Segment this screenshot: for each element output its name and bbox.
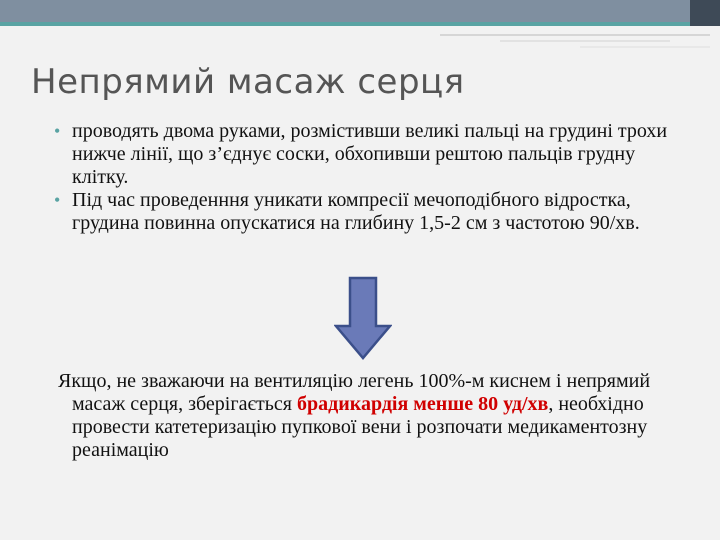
bullet-icon: • <box>54 121 61 141</box>
decorative-line <box>440 34 710 36</box>
decorative-lines <box>0 34 720 54</box>
header-bar <box>0 0 720 26</box>
bullet-icon: • <box>54 190 61 210</box>
bradycardia-highlight: брадикардія менше 80 уд/хв <box>296 393 549 415</box>
header-accent-strip <box>0 22 690 26</box>
decorative-line <box>500 40 670 42</box>
conclusion-note <box>58 370 688 462</box>
note-text-after: , необхідно провести катетеризацію пупкової вени і розпочати медикаментозну реанімацію <box>72 393 648 461</box>
bullet-list <box>54 120 694 235</box>
bullet-item <box>54 189 694 235</box>
header-corner-block <box>690 0 720 26</box>
down-arrow-shape <box>336 278 390 358</box>
bullet-text: Під час проведенння уникати компресії мечоподібного відростка, грудина повинна опускатися на глибину 1,5-2 см з частотою 90/хв. <box>72 189 640 234</box>
down-arrow-icon <box>334 276 392 360</box>
decorative-line <box>580 46 710 48</box>
conclusion-paragraph <box>58 370 688 462</box>
note-text-before: Якщо, не зважаючи на вентиляцію легень 100%-м киснем і непрямий масаж серця, зберігається <box>58 370 651 415</box>
bullet-text: проводять двома руками, розмістивши великі пальці на грудині трохи нижче лінії, що з’єднує соски, обхопивши рештою пальців грудну клітку. <box>72 120 668 188</box>
slide-title: Непрямий масаж серця <box>31 62 465 102</box>
bullet-item <box>54 120 694 189</box>
